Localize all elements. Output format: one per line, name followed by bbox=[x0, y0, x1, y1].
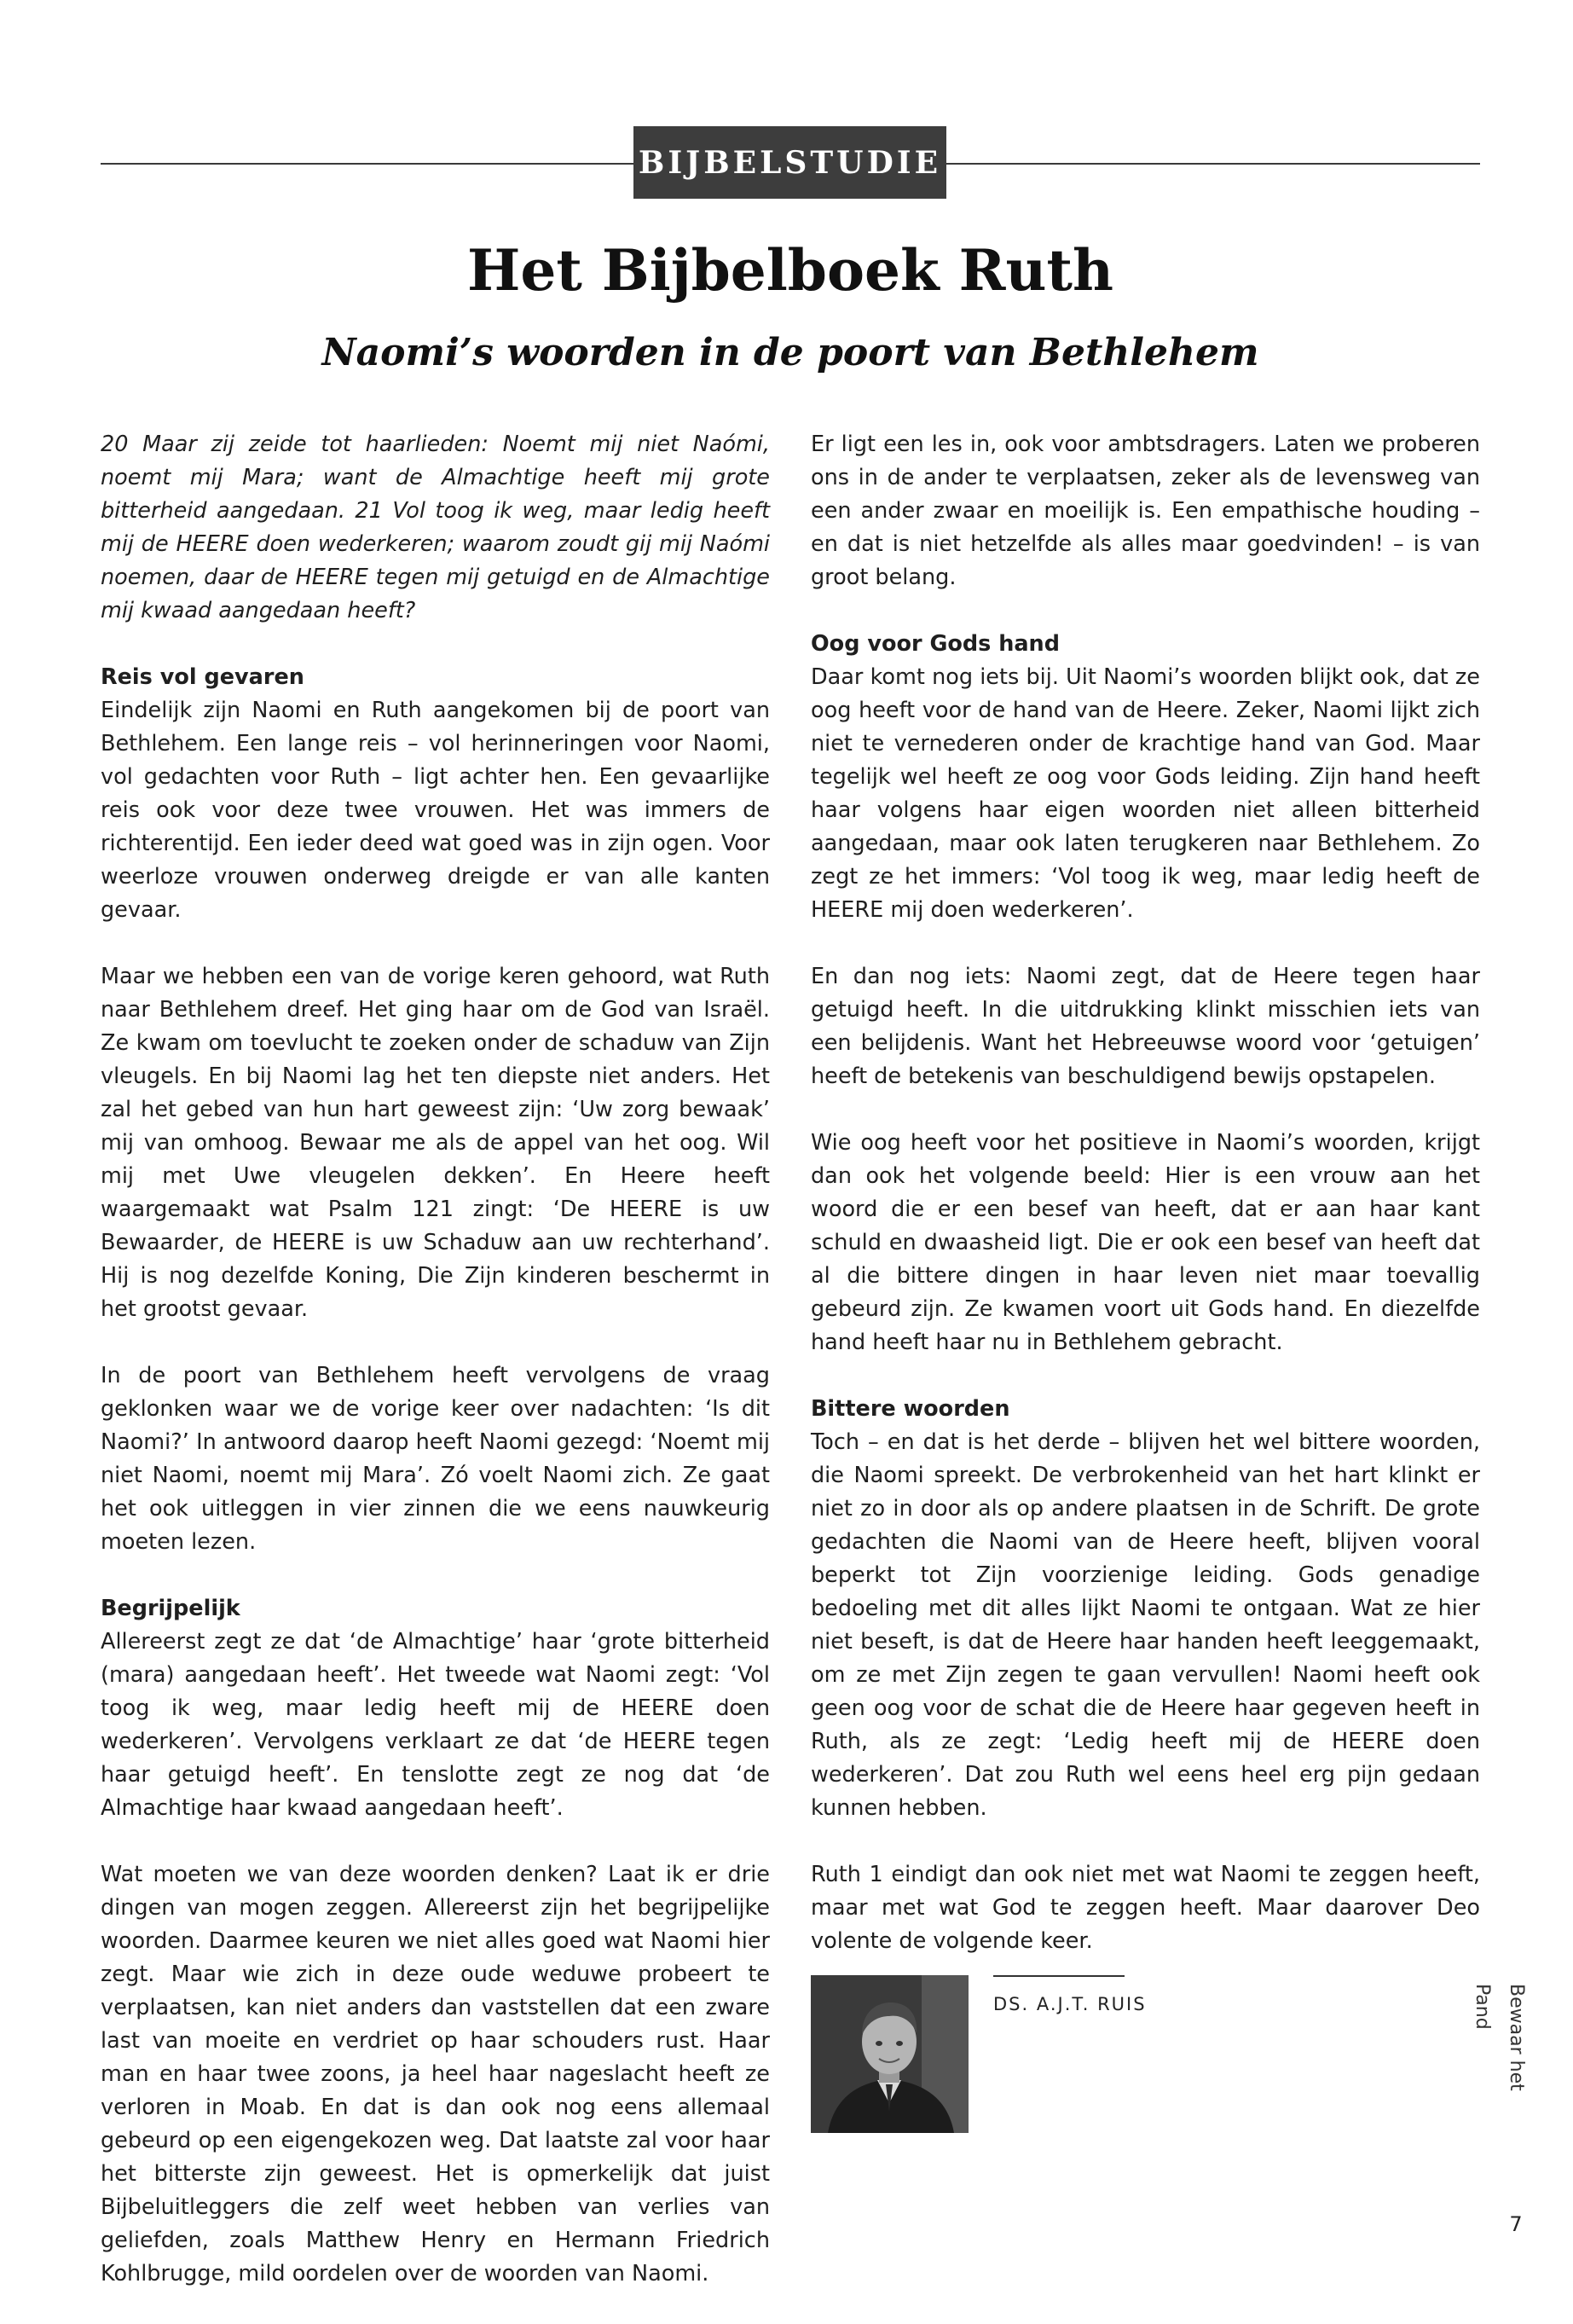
article-subtitle: Naomi’s woorden in de poort van Bethlehem bbox=[321, 331, 1259, 374]
author-rule bbox=[993, 1975, 1125, 1977]
paragraph: Maar we hebben een van de vorige keren gehoord, wat Ruth naar Bethlehem dreef. Het ging haar om de God van Israël. Ze kwam om toevlucht te zoeken onder de schaduw van Zijn vleugels. En bij Naomi lag het ten diepste niet anders. Het zal het gebed van hun hart geweest zijn: ‘Uw zorg bewaak’ mij van omhoog. Bewaar me als de appel van het oog. Wil mij met Uwe vleugelen dekken’. En Heere heeft waargemaakt wat Psalm 121 zingt: ‘De HEERE is uw Bewaarder, de HEERE is uw Schaduw aan uw rechterhand’. Hij is nog dezelfde Koning, Die Zijn kinderen beschermt in het grootst gevaar. bbox=[101, 964, 770, 1322]
section-heading: Oog voor Gods hand bbox=[811, 631, 1060, 657]
paragraph: Er ligt een les in, ook voor ambtsdragers. Laten we proberen ons in de ander te verplaatsen, zeker als de levensweg van een ander zwaar en moeilijk is. Een empathische houding – en dat is niet hetzelfde als alles maar goedvinden! – is van groot belang. bbox=[811, 432, 1480, 590]
header-rule-right bbox=[946, 163, 1480, 165]
paragraph: Daar komt nog iets bij. Uit Naomi’s woorden blijkt ook, dat ze oog heeft voor de hand van de Heere. Zeker, Naomi lijkt zich niet te vernederen onder de krachtige hand van God. Maar tegelijk wel heeft ze oog voor Gods leiding. Zijn hand heeft haar volgens haar eigen woorden niet alleen bitterheid aangedaan, maar ook laten terugkeren naar Bethlehem. Zo zegt ze het immers: ‘Vol toog ik weg, maar ledig heeft de HEERE mij doen wederkeren’. bbox=[811, 664, 1480, 923]
paragraph: Toch – en dat is het derde – blijven het wel bittere woorden, die Naomi spreekt. De verbrokenheid van het hart klinkt er niet zo in door als op andere plaatsen in de Schrift. De grote gedachten die Naomi van de Heere heeft, blijven vooral beperkt tot Zijn voorzienige leiding. Gods genadige bedoeling met dit alles lijkt Naomi te ontgaan. Wat ze hier niet beseft, is dat de Heere haar handen heeft leeggemaakt, om ze met Zijn zegen te gaan vervullen! Naomi heeft ook geen oog voor de schat die de Heere haar gegeven heeft in Ruth, als ze zegt: ‘Ledig heeft mij de HEERE doen wederkeren’. Dat zou Ruth wel eens heel erg pijn gedaan kunnen hebben. bbox=[811, 1429, 1480, 1821]
paragraph: Ruth 1 eindigt dan ook niet met wat Naomi te zeggen heeft, maar met wat God te zeggen heeft. Maar daarover Deo volente de volgende keer. bbox=[811, 1862, 1480, 1954]
author-block bbox=[811, 1975, 1480, 2134]
left-column bbox=[101, 428, 770, 2324]
article-title: Het Bijbelboek Ruth bbox=[467, 237, 1113, 304]
header-rule-left bbox=[101, 163, 633, 165]
section-label: BIJBELSTUDIE bbox=[633, 126, 946, 199]
portrait-image bbox=[811, 1975, 969, 2133]
author-photo bbox=[811, 1975, 969, 2133]
page-number: 7 bbox=[1509, 2212, 1523, 2236]
section-heading: Bittere woorden bbox=[811, 1396, 1010, 1422]
section-heading: Begrijpelijk bbox=[101, 1596, 240, 1621]
paragraph: Wat moeten we van deze woorden denken? Laat ik er drie dingen van mogen zeggen. Allereerst zijn het begrijpelijke woorden. Daarmee keuren we niet alles goed wat Naomi hier zegt. Maar wie zich in deze oude weduwe probeert te verplaatsen, kan niet anders dan vaststellen dat een zware last van moeite en verdriet op haar schouders rust. Haar man en haar twee zoons, ja heel haar nageslacht heeft ze verloren in Moab. En dat is dan ook nog eens allemaal gebeurd op een eigengekozen weg. Dat laatste zal voor haar het bitterste zijn geweest. Het is opmerkelijk dat juist Bijbeluitleggers die zelf weet hebben van verlies van geliefden, zoals Matthew Henry en Hermann Friedrich Kohlbrugge, mild oordelen over de woorden van Naomi. bbox=[101, 1862, 770, 2286]
right-column bbox=[811, 428, 1480, 1991]
paragraph: En dan nog iets: Naomi zegt, dat de Heere tegen haar getuigd heeft. In die uitdrukking klinkt misschien iets van een belijdenis. Want het Hebreeuwse woord voor ‘getuigen’ heeft de betekenis van beschuldigend bewijs opstapelen. bbox=[811, 964, 1480, 1089]
paragraph: In de poort van Bethlehem heeft vervolgens de vraag geklonken waar we de vorige keer over nadachten: ‘Is dit Naomi?’ In antwoord daarop heeft Naomi gezegd: ‘Noemt mij niet Naomi, noemt mij Mara’. Zó voelt Naomi zich. Ze gaat het ook uitleggen in vier zinnen die we eens nauwkeurig moeten lezen. bbox=[101, 1363, 770, 1555]
author-name: DS. A.J.T. RUIS bbox=[993, 1994, 1147, 2014]
section-heading: Reis vol gevaren bbox=[101, 664, 304, 690]
paragraph: Eindelijk zijn Naomi en Ruth aangekomen bij de poort van Bethlehem. Een lange reis – vol herinneringen voor Naomi, vol gedachten voor Ruth – ligt achter hen. Een gevaarlijke reis ook voor deze twee vrouwen. Het was immers de richterentijd. Een ieder deed wat goed was in zijn ogen. Voor weerloze vrouwen onderweg dreigde er van alle kanten gevaar. bbox=[101, 698, 770, 923]
paragraph: Wie oog heeft voor het positieve in Naomi’s woorden, krijgt dan ook het volgende beeld: Hier is een vrouw aan het woord die er een besef van heeft, dat er aan haar kant schuld en dwaasheid ligt. Die er ook een besef van heeft dat al die bittere dingen in haar leven niet maar toevallig gebeurd zijn. Ze kwamen voort uit Gods hand. En diezelfde hand heeft haar nu in Bethlehem gebracht. bbox=[811, 1130, 1480, 1355]
scripture-quote: 20 Maar zij zeide tot haarlieden: Noemt mij niet Naómi, noemt mij Mara; want de Almachtige heeft mij grote bitterheid aangedaan. 21 Vol toog ik weg, maar ledig heeft mij de HEERE doen wederkeren; waarom zoudt gij mij Naómi noemen, daar de HEERE tegen mij getuigd en de Almachtige mij kwaad aangedaan heeft? bbox=[101, 432, 770, 623]
publication-name: Bewaar het Pand bbox=[1472, 1984, 1527, 2091]
paragraph: Allereerst zegt ze dat ‘de Almachtige’ haar ‘grote bitterheid (mara) aangedaan heeft’. Het tweede wat Naomi zegt: ‘Vol toog ik weg, maar ledig heeft mij de HEERE doen wederkeren’. Vervolgens verklaart ze dat ‘de HEERE tegen haar getuigd heeft’. En tenslotte zegt ze nog dat ‘de Almachtige haar kwaad aangedaan heeft’. bbox=[101, 1629, 770, 1821]
